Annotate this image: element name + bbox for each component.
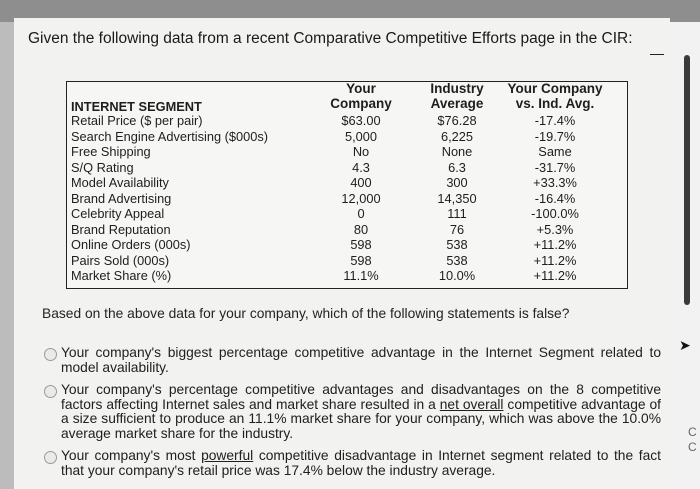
row-vs-value: +5.3%	[536, 221, 574, 237]
row-label: S/Q Rating	[71, 159, 134, 175]
row-industry-value: 300	[446, 175, 468, 190]
row-industry-value: $76.28	[437, 113, 477, 128]
row-your-value: 400	[350, 175, 372, 190]
table-row	[67, 160, 627, 176]
radio-button[interactable]	[44, 451, 57, 464]
row-vs-value: -31.7%	[534, 159, 576, 175]
row-vs-value: -100.0%	[531, 206, 579, 221]
row-vs-value: +11.2%	[533, 237, 577, 252]
row-your-value: 4.3	[352, 159, 370, 175]
row-label: Market Share (%)	[71, 268, 172, 283]
header-vs-line1: Your Company	[507, 81, 603, 96]
header-vs-line2: vs. Ind. Avg.	[515, 96, 595, 111]
mouse-cursor-icon: ➤	[679, 337, 691, 353]
table-row	[67, 268, 627, 284]
table-row	[67, 237, 627, 253]
row-your-value: 80	[353, 221, 369, 237]
row-label: Free Shipping	[71, 144, 151, 159]
scrollbar-thumb[interactable]	[684, 55, 690, 305]
row-vs-value: Same	[538, 144, 572, 159]
row-label: Retail Price ($ per pair)	[71, 113, 203, 128]
row-industry-value: 538	[446, 237, 468, 252]
table-row	[67, 175, 627, 191]
row-label: Pairs Sold (000s)	[71, 252, 170, 268]
question-prompt: Based on the above data for your company, which of the following statements is false?	[42, 306, 570, 321]
table-row	[67, 113, 627, 129]
option-text[interactable]: Your company's biggest percentage competitive advantage in the Internet Segment related to model availability.	[61, 345, 661, 375]
header-segment: INTERNET SEGMENT	[71, 99, 202, 114]
row-your-value: No	[352, 144, 370, 159]
row-vs-value: +33.3%	[533, 175, 577, 190]
row-industry-value: None	[441, 144, 473, 159]
option-text-part: competitive advantage of a size sufficient to produce an 11.1% market share for your company, which was above the 10.0% average market share for the industry.	[61, 396, 662, 441]
row-industry-value: 6,225	[440, 128, 474, 144]
row-industry-value: 10.0%	[438, 268, 476, 283]
row-vs-value: -19.7%	[534, 128, 576, 144]
row-label: Celebrity Appeal	[71, 206, 165, 221]
row-your-value: 0	[357, 206, 365, 221]
row-industry-value: 76	[449, 221, 465, 237]
option-underlined-text: net overall	[439, 396, 504, 412]
row-label: Search Engine Advertising ($000s)	[71, 128, 269, 144]
title-underline	[650, 54, 664, 55]
row-label: Brand Reputation	[71, 221, 171, 237]
table-row	[67, 206, 627, 222]
row-industry-value: 6.3	[448, 159, 466, 175]
row-your-value: 12,000	[341, 190, 381, 206]
row-vs-value: +11.2%	[533, 252, 577, 268]
row-your-value: 5,000	[344, 128, 378, 144]
radio-button[interactable]	[44, 348, 57, 361]
option-text-part: competitive disadvantage in Internet segment related to the fact that your company's retail price was 17.4% below the industry average.	[61, 448, 661, 478]
table-row	[67, 144, 627, 160]
header-ind-line1: Industry	[430, 81, 484, 96]
table-row	[67, 191, 627, 207]
side-glyph: C	[688, 425, 697, 439]
option-text[interactable]	[61, 383, 661, 441]
row-vs-value: -16.4%	[534, 190, 576, 206]
row-your-value: $63.00	[341, 113, 381, 128]
cir-data-table	[66, 81, 628, 289]
row-industry-value: 111	[447, 206, 467, 221]
row-your-value: 598	[350, 237, 372, 252]
option-text[interactable]	[61, 449, 661, 478]
option-text-part: Your company's percentage competitive advantages and disadvantages on the 8 competitive factors affecting Internet sales and market share resulted in a	[61, 382, 661, 412]
row-label: Brand Advertising	[71, 190, 172, 206]
header-your-line2: Company	[330, 96, 392, 111]
radio-button[interactable]	[44, 385, 57, 398]
row-label: Model Availability	[71, 175, 169, 190]
row-industry-value: 538	[446, 252, 468, 268]
side-glyph: C	[688, 440, 697, 454]
question-title: Given the following data from a recent Comparative Competitive Efforts page in the CIR:	[28, 30, 633, 47]
row-vs-value: -17.4%	[534, 113, 576, 128]
table-row	[67, 129, 627, 145]
header-your-line1: Your	[346, 81, 376, 96]
table-row	[67, 253, 627, 269]
row-industry-value: 14,350	[437, 190, 477, 206]
question-page	[14, 18, 670, 489]
row-your-value: 598	[350, 252, 372, 268]
row-vs-value: +11.2%	[533, 268, 577, 283]
table-row	[67, 222, 627, 238]
row-your-value: 11.1%	[343, 268, 379, 283]
row-label: Online Orders (000s)	[71, 237, 191, 252]
option-text-part: Your company's most	[61, 448, 202, 463]
header-ind-line2: Average	[430, 96, 484, 111]
option-underlined-text: powerful	[201, 448, 254, 463]
